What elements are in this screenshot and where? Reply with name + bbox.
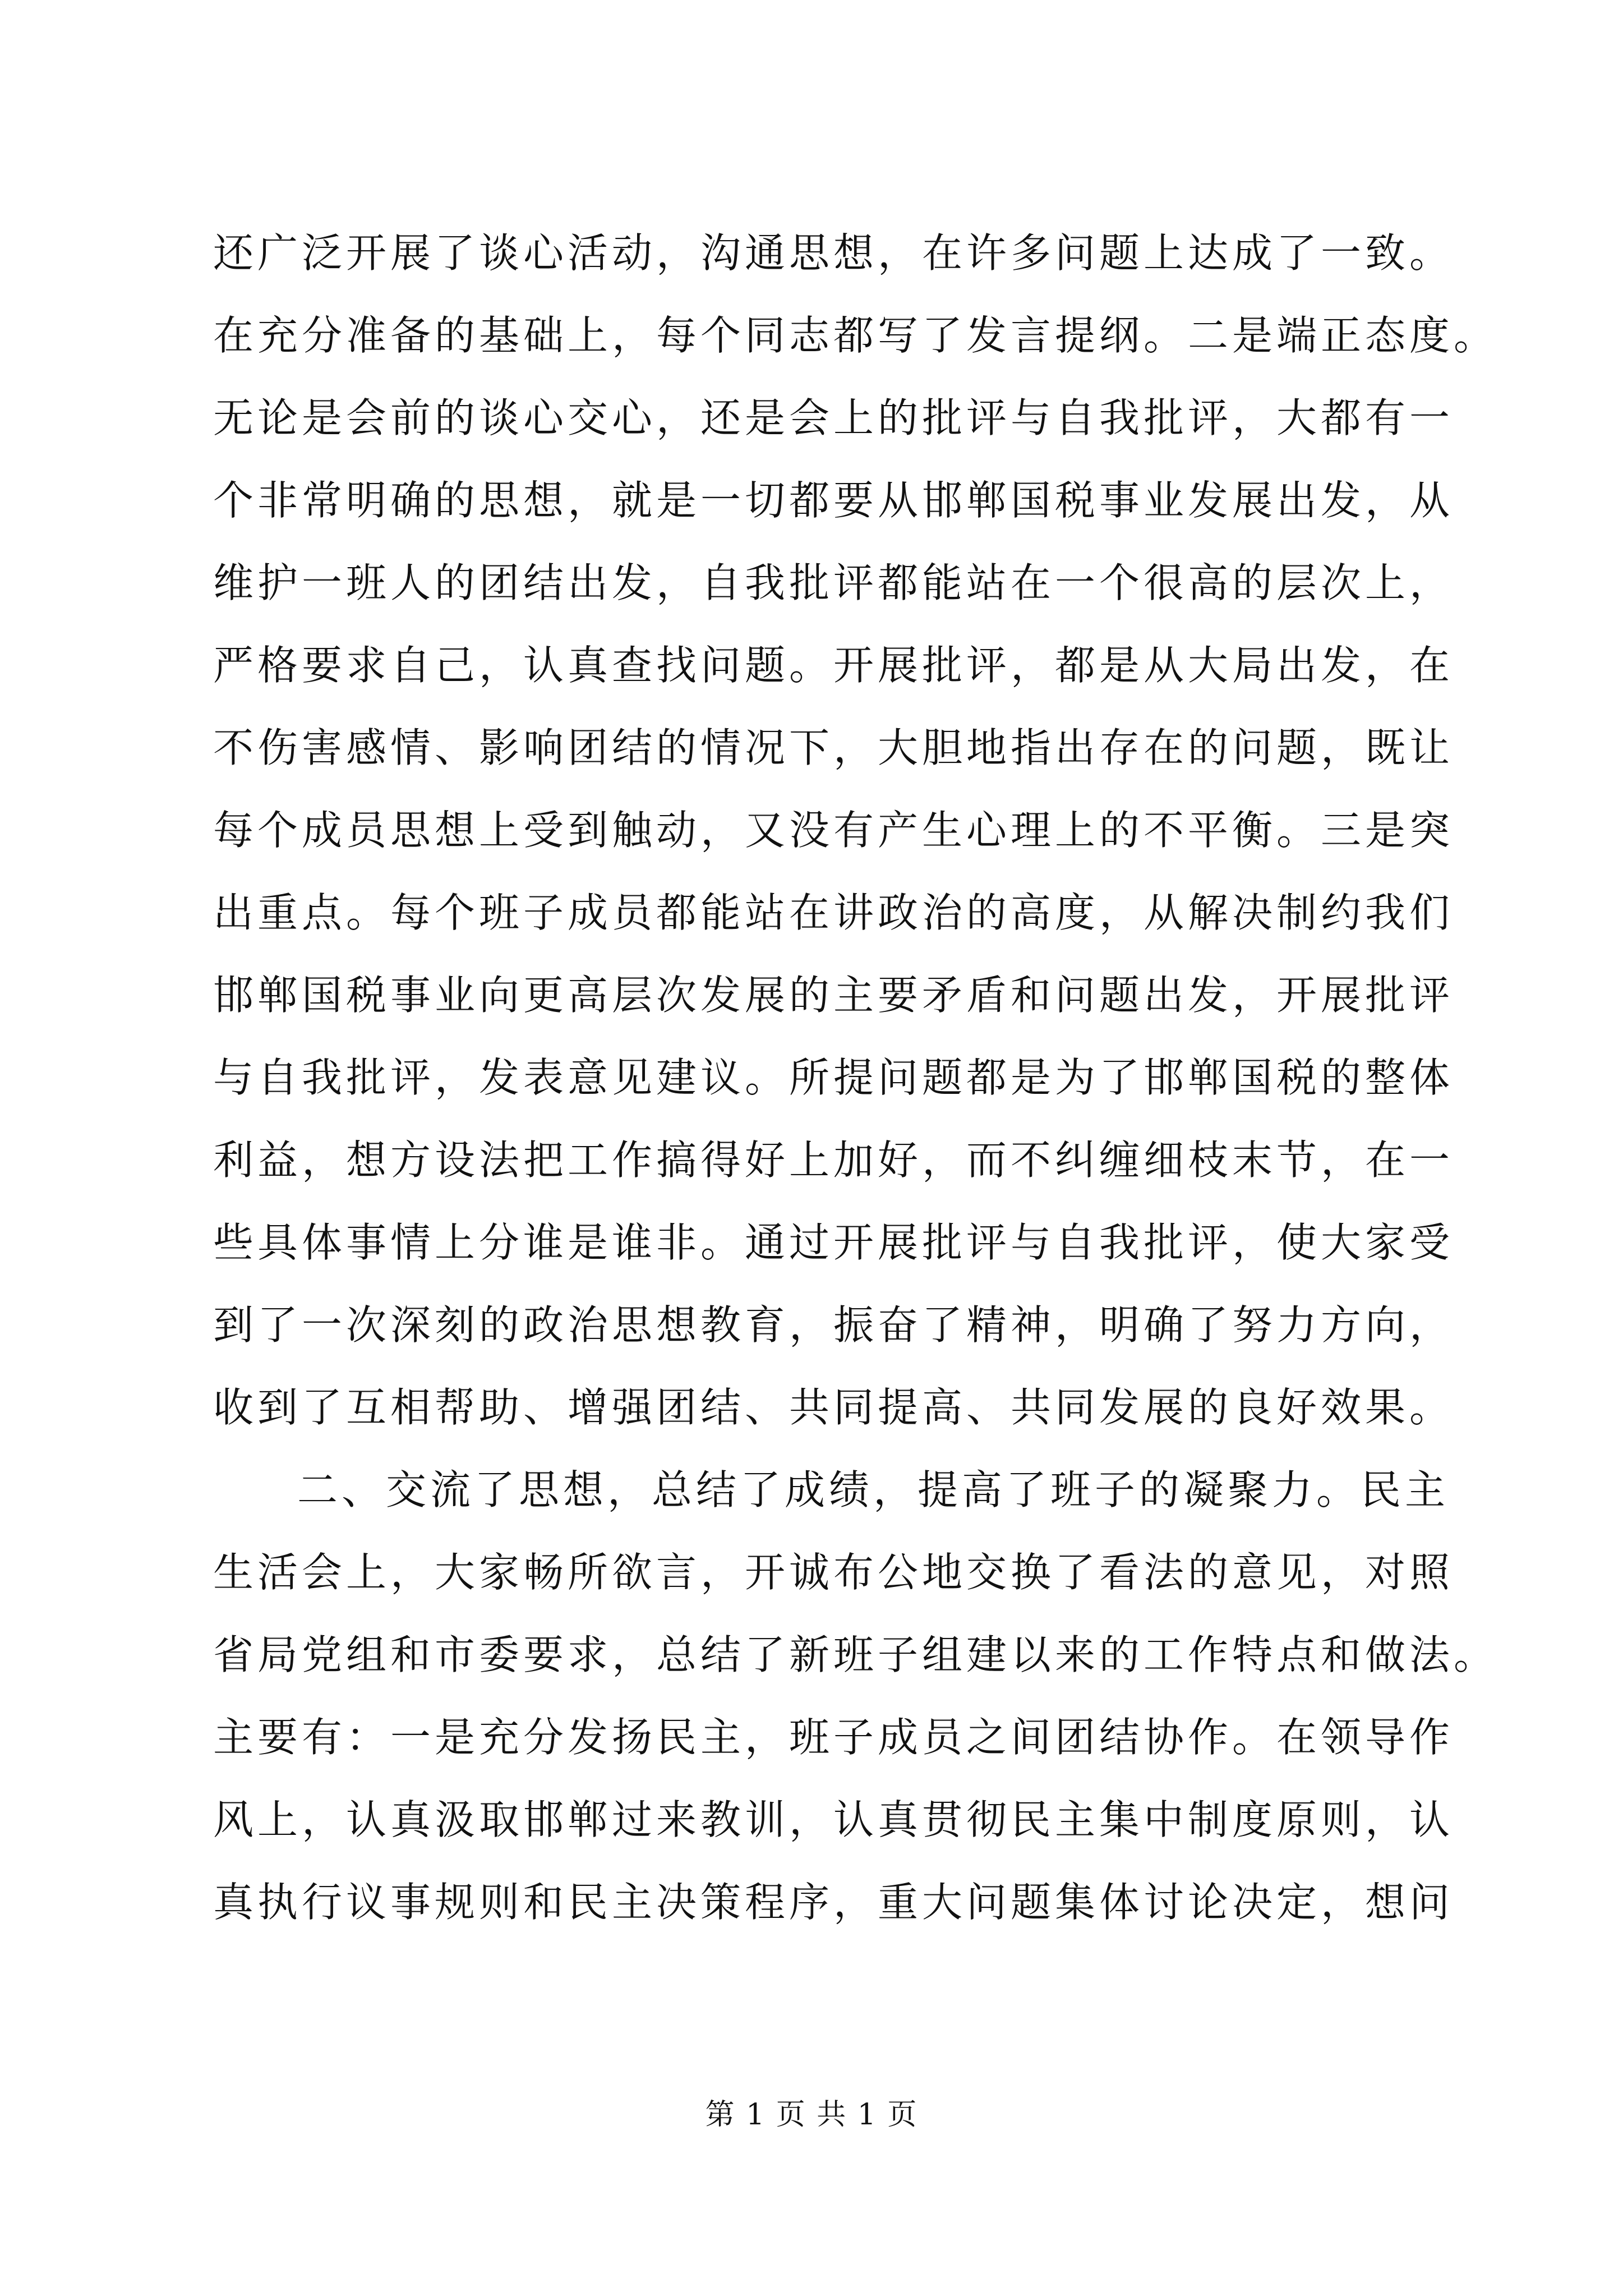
text-line: 利益，想方设法把工作搞得好上加好，而不纠缠细枝末节，在一 <box>213 1137 1454 1184</box>
text-line: 个非常明确的思想，就是一切都要从邯郸国税事业发展出发，从 <box>213 477 1454 524</box>
text-line: 邯郸国税事业向更高层次发展的主要矛盾和问题出发，开展批评 <box>213 972 1454 1019</box>
text-line: 维护一班人的团结出发，自我批评都能站在一个很高的层次上， <box>213 559 1454 606</box>
text-line: 每个成员思想上受到触动，又没有产生心理上的不平衡。三是突 <box>213 807 1454 854</box>
text-line: 在充分准备的基础上，每个同志都写了发言提纲。二是端正态度。 <box>213 312 1498 359</box>
text-line: 些具体事情上分谁是谁非。通过开展批评与自我批评，使大家受 <box>213 1219 1454 1266</box>
text-line: 风上，认真汲取邯郸过来教训，认真贯彻民主集中制度原则，认 <box>213 1796 1454 1843</box>
text-line: 无论是会前的谈心交心，还是会上的批评与自我批评，大都有一 <box>213 394 1454 441</box>
text-line: 生活会上，大家畅所欲言，开诚布公地交换了看法的意见，对照 <box>213 1549 1454 1596</box>
text-line: 与自我批评，发表意见建议。所提问题都是为了邯郸国税的整体 <box>213 1054 1454 1101</box>
page-footer: 第 1 页 共 1 页 <box>705 2098 918 2132</box>
text-line: 省局党组和市委要求，总结了新班子组建以来的工作特点和做法。 <box>213 1631 1498 1678</box>
text-line: 严格要求自己，认真查找问题。开展批评，都是从大局出发，在 <box>213 642 1454 689</box>
text-line: 主要有：一是充分发扬民主，班子成员之间团结协作。在领导作 <box>213 1714 1454 1761</box>
paragraph-start-line: 二、交流了思想，总结了成绩，提高了班子的凝聚力。民主 <box>297 1466 1450 1513</box>
text-line: 出重点。每个班子成员都能站在讲政治的高度，从解决制约我们 <box>213 889 1454 936</box>
text-line: 到了一次深刻的政治思想教育，振奋了精神，明确了努力方向， <box>213 1301 1454 1349</box>
text-line: 还广泛开展了谈心活动，沟通思想，在许多问题上达成了一致。 <box>213 229 1454 277</box>
document-body <box>213 212 1498 1944</box>
text-line: 收到了互相帮助、增强团结、共同提高、共同发展的良好效果。 <box>213 1384 1454 1431</box>
text-line: 真执行议事规则和民主决策程序，重大问题集体讨论决定，想问 <box>213 1879 1454 1926</box>
text-line: 不伤害感情、影响团结的情况下，大胆地指出存在的问题，既让 <box>213 724 1454 771</box>
